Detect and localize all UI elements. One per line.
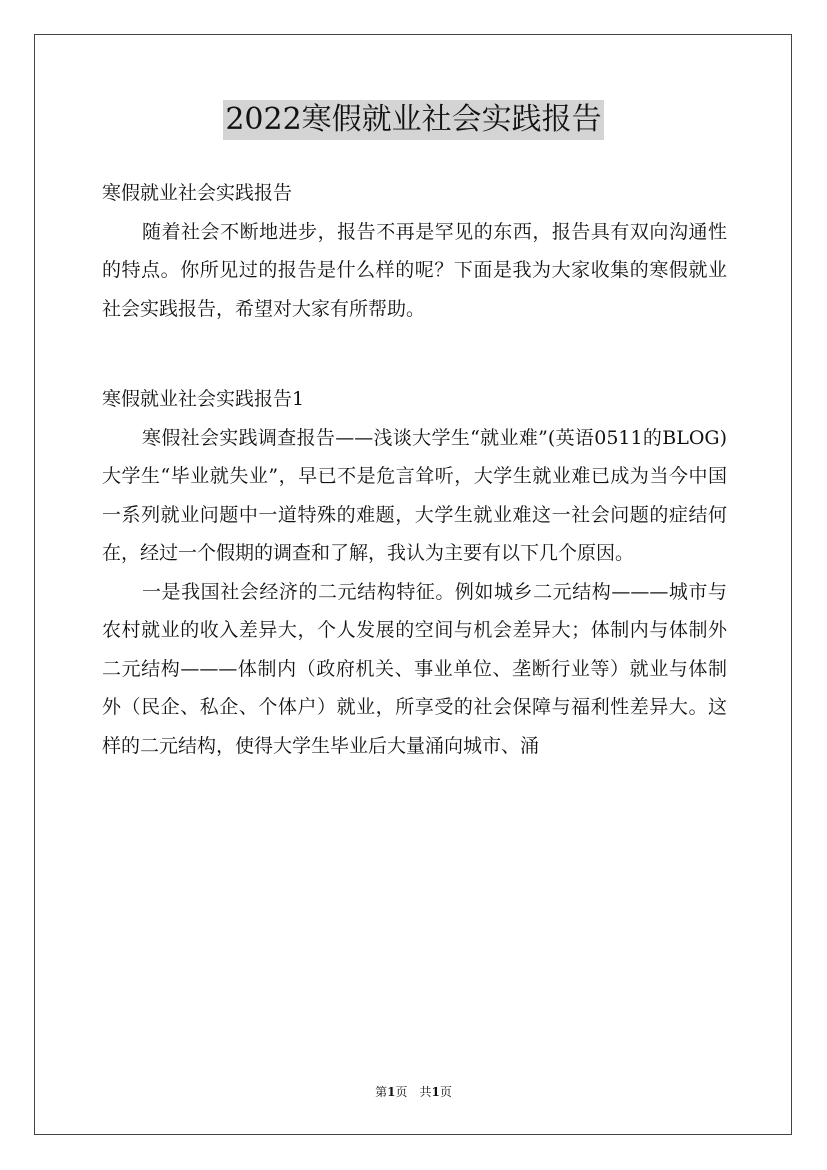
intro-paragraph: 随着社会不断地进步，报告不再是罕见的东西，报告具有双向沟通性的特点。你所见过的报告是什么样的呢？下面是我为大家收集的寒假就业社会实践报告，希望对大家有所帮助。 xyxy=(102,220,727,320)
body-paragraph-2: 一是我国社会经济的二元结构特征。例如城乡二元结构———城市与农村就业的收入差异大，个人发展的空间与机会差异大；体制内与体制外二元结构———体制内（政府机关、事业单位、垄断行业等）就业与体制外（民企、私企、个体户）就业，所享受的社会保障与福利性差异大。这样的二元结构，使得大学生毕业后大量涌向城市、涌 xyxy=(102,580,727,757)
page-current: 1 xyxy=(387,1085,396,1099)
document-body xyxy=(102,174,727,765)
paragraph-gap xyxy=(102,328,727,380)
page-footer xyxy=(0,1083,827,1100)
page-mid: 页 共 xyxy=(395,1085,432,1099)
section-heading: 寒假就业社会实践报告1 xyxy=(102,388,305,410)
page-suffix: 页 xyxy=(439,1085,452,1099)
page-total: 1 xyxy=(431,1085,440,1099)
body-paragraph-1: 寒假社会实践调查报告——浅谈大学生“就业难”(英语0511的BLOG) 大学生“毕业就失业”，早已不是危言耸听，大学生就业难已成为当今中国一系列就业问题中一道特殊的难题，大学生就业难这一社会问题的症结何在，经过一个假期的调查和了解，我认为主要有以下几个原因。 xyxy=(102,426,727,564)
title-container xyxy=(0,100,827,140)
document-subtitle: 寒假就业社会实践报告 xyxy=(102,182,293,204)
page-prefix: 第 xyxy=(375,1085,388,1099)
document-title: 2022寒假就业社会实践报告 xyxy=(223,100,603,140)
